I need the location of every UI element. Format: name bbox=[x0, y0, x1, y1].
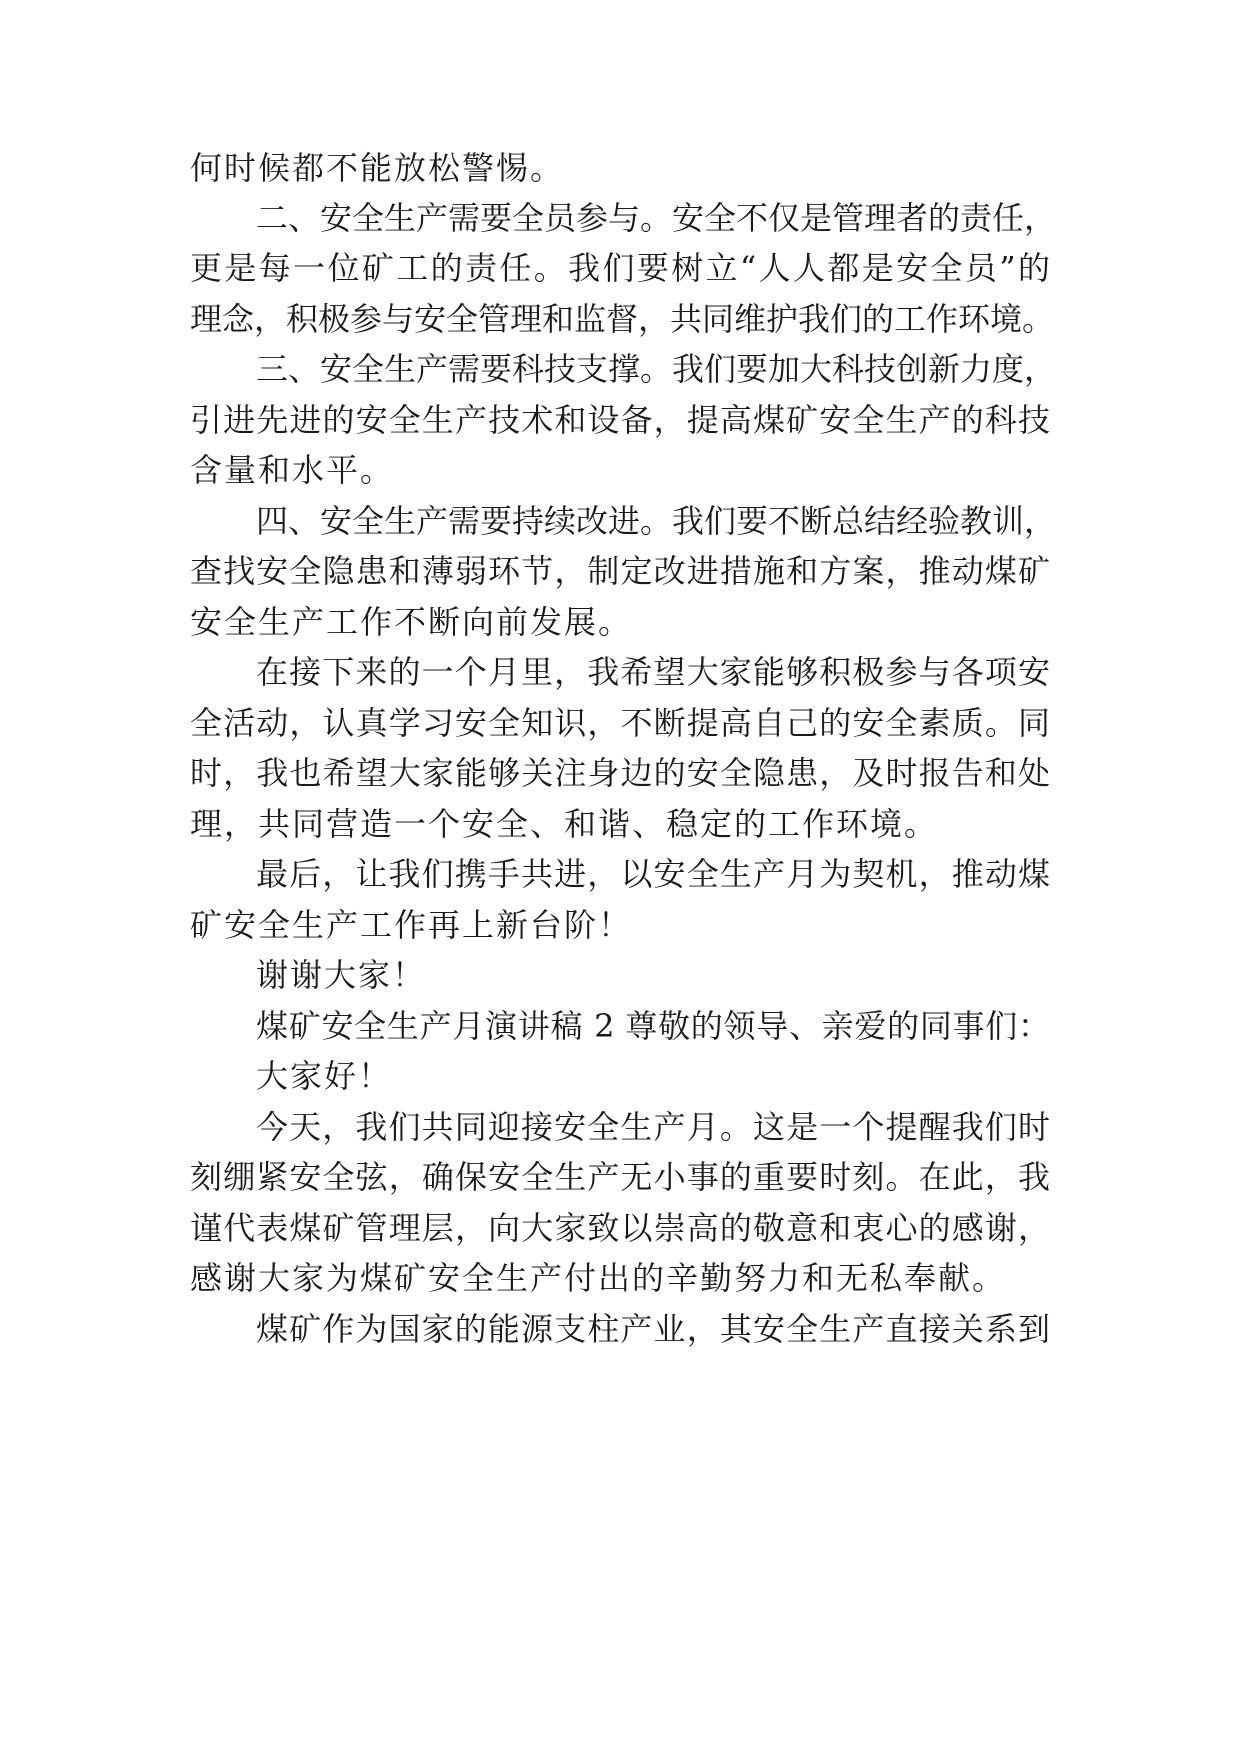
text-line: 谢谢大家！ bbox=[256, 956, 427, 994]
text-line: 理念，积极参与安全管理和监督，共同维护我们的工作环境。 bbox=[190, 300, 1055, 338]
text-line: 含量和水平。 bbox=[190, 451, 395, 489]
text-line: 二、安全生产需要全员参与。安全不仅是管理者的责任， bbox=[256, 199, 1057, 237]
text-line: 四、安全生产需要持续改进。我们要不断总结经验教训， bbox=[256, 502, 1057, 540]
text-line: 查找安全隐患和薄弱环节，制定改进措施和方案，推动煤矿 bbox=[190, 552, 1050, 590]
text-line: 何时候都不能放松警惕。 bbox=[190, 149, 565, 187]
text-line: 全活动，认真学习安全知识，不断提高自己的安全素质。同 bbox=[190, 704, 1050, 742]
text-line: 谨代表煤矿管理层，向大家致以崇高的敬意和衷心的感谢， bbox=[190, 1209, 1050, 1247]
text-line: 感谢大家为煤矿安全生产付出的辛勤努力和无私奉献。 bbox=[190, 1259, 1007, 1297]
text-line: 三、安全生产需要科技支撑。我们要加大科技创新力度， bbox=[256, 350, 1057, 388]
text-line: 矿安全生产工作再上新台阶！ bbox=[190, 906, 633, 944]
text-line: 更是每一位矿工的责任。我们要树立“人人都是安全员”的 bbox=[190, 249, 1050, 287]
text-line: 时，我也希望大家能够关注身边的安全隐患，及时报告和处 bbox=[190, 754, 1050, 792]
text-line: 今天，我们共同迎接安全生产月。这是一个提醒我们时 bbox=[256, 1108, 1050, 1146]
text-line: 在接下来的一个月里，我希望大家能够积极参与各项安 bbox=[256, 653, 1050, 691]
text-line: 煤矿安全生产月演讲稿 2 尊敬的领导、亲爱的同事们： bbox=[256, 1007, 1050, 1045]
text-line: 安全生产工作不断向前发展。 bbox=[190, 603, 633, 641]
text-line: 刻绷紧安全弦，确保安全生产无小事的重要时刻。在此，我 bbox=[190, 1158, 1050, 1196]
text-line: 煤矿作为国家的能源支柱产业，其安全生产直接关系到 bbox=[256, 1310, 1050, 1348]
text-line: 引进先进的安全生产技术和设备，提高煤矿安全生产的科技 bbox=[190, 401, 1050, 439]
text-line: 大家好！ bbox=[256, 1057, 393, 1095]
text-line: 最后，让我们携手共进，以安全生产月为契机，推动煤 bbox=[256, 855, 1050, 893]
text-line: 理，共同营造一个安全、和谐、稳定的工作环境。 bbox=[190, 805, 939, 843]
